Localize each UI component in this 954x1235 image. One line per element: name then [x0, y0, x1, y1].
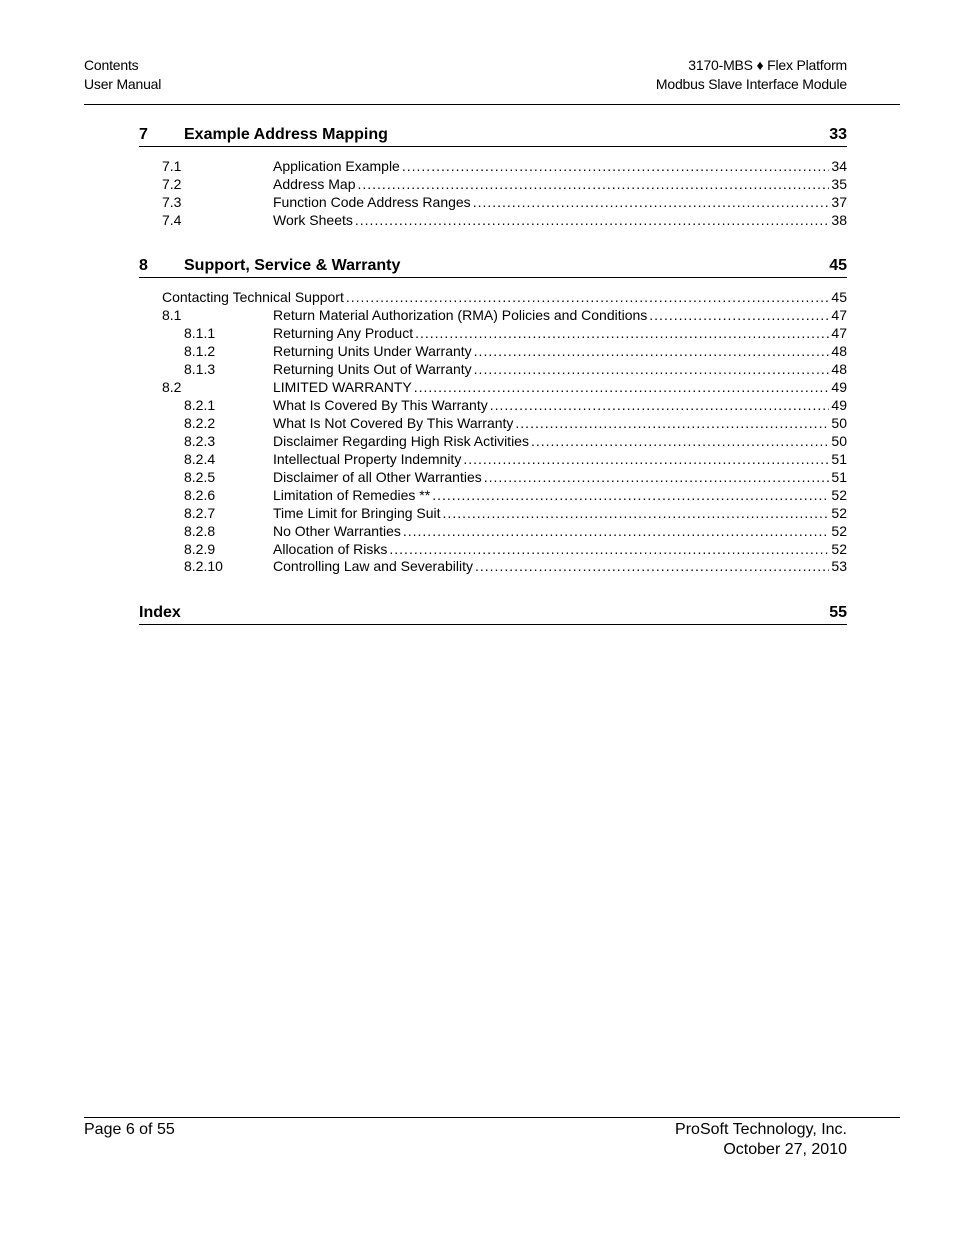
- entry-page: 52: [831, 505, 847, 521]
- entry-page: 47: [831, 325, 847, 341]
- toc-entry-8-1-1[interactable]: [139, 324, 847, 342]
- entry-number: 8.2: [162, 379, 182, 395]
- entry-title: What Is Not Covered By This Warranty: [273, 415, 514, 431]
- entry-page: 48: [831, 361, 847, 377]
- toc-entry-8-2-5[interactable]: [139, 468, 847, 486]
- entry-title: Return Material Authorization (RMA) Policies and Conditions: [273, 307, 648, 323]
- entry-title: Allocation of Risks: [273, 541, 388, 557]
- entry-page: 52: [831, 523, 847, 539]
- index-page: 55: [829, 604, 847, 621]
- entry-page: 49: [831, 379, 847, 395]
- header-product-name: 3170-MBS ♦ Flex Platform: [688, 57, 847, 73]
- dot-leader: [515, 414, 829, 432]
- dot-leader: [402, 157, 830, 175]
- entry-title: Returning Any Product: [273, 325, 414, 341]
- toc-entry-8-2-10[interactable]: [139, 557, 847, 575]
- entry-number: 8.1: [162, 307, 182, 323]
- entry-title: Application Example: [273, 158, 400, 174]
- toc-entry-8-2[interactable]: [139, 378, 847, 396]
- entry-title: Work Sheets: [273, 212, 353, 228]
- dot-leader: [484, 468, 830, 486]
- entry-title: Controlling Law and Severability: [273, 558, 473, 574]
- toc-chapter-8[interactable]: [139, 256, 847, 278]
- entry-title: Function Code Address Ranges: [273, 194, 471, 210]
- entry-title: Address Map: [273, 176, 356, 192]
- toc-entry-8-1[interactable]: [139, 306, 847, 324]
- entry-number: 8.2.7: [184, 505, 216, 521]
- entry-page: 49: [831, 397, 847, 413]
- dot-leader: [649, 306, 829, 324]
- entry-number: 7.3: [162, 194, 182, 210]
- toc-entry-contacting-support[interactable]: [139, 288, 847, 306]
- entry-number: 8.1.3: [184, 361, 216, 377]
- chapter-title: Support, Service & Warranty: [184, 257, 401, 274]
- entry-page: 51: [831, 451, 847, 467]
- dot-leader: [346, 288, 830, 306]
- toc-entry-8-2-8[interactable]: [139, 522, 847, 540]
- dot-leader: [475, 557, 829, 575]
- entry-page: 35: [831, 176, 847, 192]
- chapter-number: 7: [139, 126, 148, 143]
- toc-entry-8-1-2[interactable]: [139, 342, 847, 360]
- dot-leader: [443, 504, 830, 522]
- chapter-number: 8: [139, 257, 148, 274]
- toc-entry-8-2-9[interactable]: [139, 540, 847, 558]
- entry-title: LIMITED WARRANTY: [273, 379, 412, 395]
- toc-entry-8-2-7[interactable]: [139, 504, 847, 522]
- entry-number: 8.2.10: [184, 558, 223, 574]
- dot-leader: [403, 522, 830, 540]
- footer-page-number: Page 6 of 55: [84, 1121, 175, 1138]
- entry-page: 45: [831, 289, 847, 305]
- entry-page: 48: [831, 343, 847, 359]
- toc-entry-8-2-3[interactable]: [139, 432, 847, 450]
- entry-page: 50: [831, 433, 847, 449]
- entry-title: Disclaimer Regarding High Risk Activities: [273, 433, 529, 449]
- entry-title: What Is Covered By This Warranty: [273, 397, 488, 413]
- entry-number: 8.2.4: [184, 451, 216, 467]
- entry-title: Returning Units Under Warranty: [273, 343, 472, 359]
- toc-index[interactable]: [139, 603, 847, 625]
- toc-entry-8-2-4[interactable]: [139, 450, 847, 468]
- dot-leader: [432, 486, 829, 504]
- header-product-subtitle: Modbus Slave Interface Module: [655, 76, 847, 92]
- toc-entry-7-4[interactable]: [139, 211, 847, 229]
- header-doc-type: User Manual: [84, 76, 162, 92]
- dot-leader: [355, 211, 830, 229]
- dot-leader: [490, 396, 830, 414]
- entry-number: 8.2.3: [184, 433, 216, 449]
- header-section-name: Contents: [84, 57, 139, 73]
- entry-number: 8.2.5: [184, 469, 216, 485]
- entry-number: 8.1.2: [184, 343, 216, 359]
- footer-date: October 27, 2010: [723, 1141, 847, 1158]
- running-header-left: [84, 56, 161, 94]
- entry-page: 51: [831, 469, 847, 485]
- entry-number: 8.2.1: [184, 397, 216, 413]
- entry-number: 8.2.2: [184, 415, 216, 431]
- entry-page: 38: [831, 212, 847, 228]
- entry-title: Returning Units Out of Warranty: [273, 361, 472, 377]
- entry-title: Time Limit for Bringing Suit: [273, 505, 441, 521]
- toc-entry-7-3[interactable]: [139, 193, 847, 211]
- chapter-page: 45: [829, 257, 847, 274]
- entry-page: 37: [831, 194, 847, 210]
- entry-number: 8.2.6: [184, 487, 216, 503]
- entry-page: 52: [831, 541, 847, 557]
- entry-number: 7.4: [162, 212, 182, 228]
- chapter-page: 33: [829, 126, 847, 143]
- entry-number: 8.2.8: [184, 523, 216, 539]
- running-footer-right: [675, 1120, 847, 1160]
- toc-entry-8-2-1[interactable]: [139, 396, 847, 414]
- entry-title: Limitation of Remedies **: [273, 487, 431, 503]
- dot-leader: [357, 175, 829, 193]
- dot-leader: [531, 432, 829, 450]
- toc-entry-8-2-2[interactable]: [139, 414, 847, 432]
- toc-entry-7-2[interactable]: [139, 175, 847, 193]
- toc-entry-8-1-3[interactable]: [139, 360, 847, 378]
- dot-leader: [463, 450, 829, 468]
- dot-leader: [473, 193, 830, 211]
- dot-leader: [389, 540, 829, 558]
- running-header-right: [656, 56, 847, 94]
- dot-leader: [415, 324, 829, 342]
- footer-divider: [84, 1117, 900, 1118]
- chapter-title: Example Address Mapping: [184, 126, 388, 143]
- toc-entry-8-2-6[interactable]: [139, 486, 847, 504]
- entry-title: No Other Warranties: [273, 523, 401, 539]
- toc-chapter-7[interactable]: [139, 125, 847, 147]
- entry-page: 34: [831, 158, 847, 174]
- entry-number: 8.2.9: [184, 541, 216, 557]
- entry-number: 7.2: [162, 176, 182, 192]
- entry-title: Disclaimer of all Other Warranties: [273, 469, 482, 485]
- dot-leader: [474, 360, 830, 378]
- header-divider: [84, 104, 900, 105]
- footer-company: ProSoft Technology, Inc.: [675, 1121, 847, 1138]
- entry-page: 53: [831, 558, 847, 574]
- entry-page: 47: [831, 307, 847, 323]
- dot-leader: [474, 342, 830, 360]
- entry-title: Contacting Technical Support: [162, 289, 344, 305]
- entry-number: 7.1: [162, 158, 182, 174]
- dot-leader: [414, 378, 830, 396]
- entry-number: 8.1.1: [184, 325, 216, 341]
- entry-page: 50: [831, 415, 847, 431]
- entry-page: 52: [831, 487, 847, 503]
- toc-entry-7-1[interactable]: [139, 157, 847, 175]
- index-title: Index: [139, 604, 181, 621]
- entry-title: Intellectual Property Indemnity: [273, 451, 462, 467]
